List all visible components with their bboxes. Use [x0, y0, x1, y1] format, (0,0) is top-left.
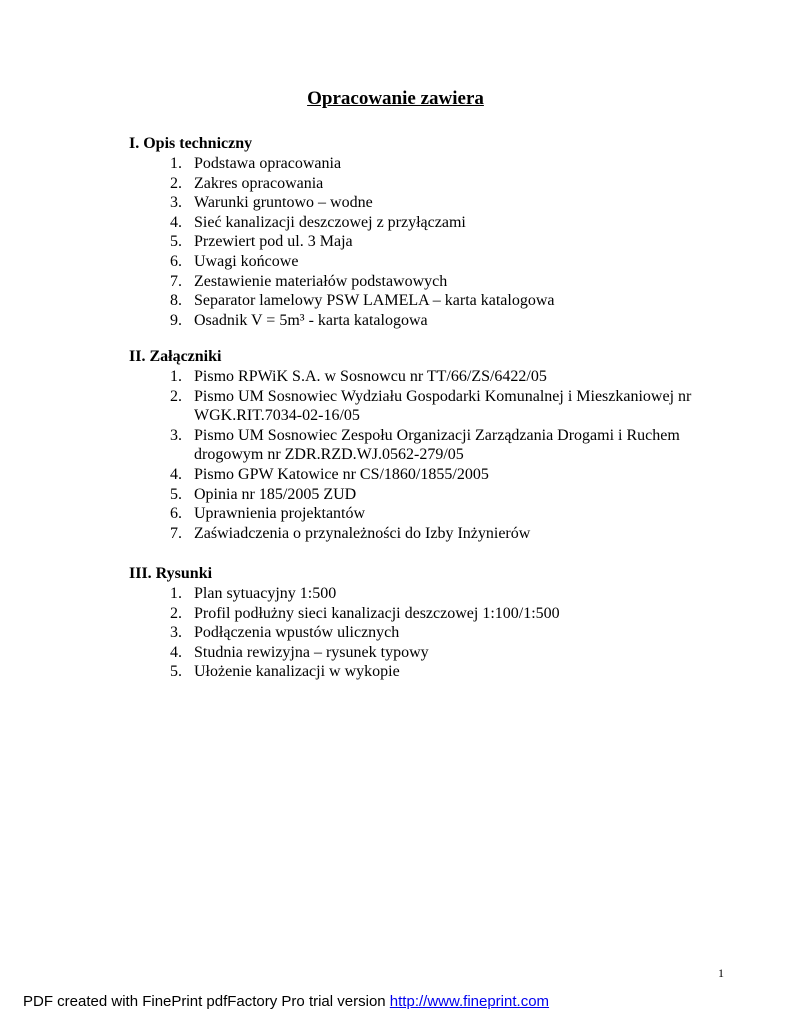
item-number: 1. — [170, 155, 182, 172]
item-text: Warunki gruntowo – wodne — [194, 194, 373, 212]
list-item — [129, 465, 729, 485]
document-title: Opracowanie zawiera — [307, 88, 484, 109]
item-number: 5. — [170, 485, 182, 503]
list-item — [129, 367, 729, 387]
item-text: Zakres opracowania — [194, 174, 324, 192]
footer-text: PDF created with FinePrint pdfFactory Pro trial version — [23, 993, 390, 1010]
item-text: Zaświadczenia o przynależności do Izby Inżynierów — [194, 524, 531, 542]
item-text: Pismo RPWiK S.A. w Sosnowcu nr TT/66/ZS/6422/05 — [194, 368, 547, 385]
section-rysunki — [129, 564, 729, 682]
item-text: Osadnik V = 5m³ - karta katalogowa — [194, 311, 428, 329]
item-text: Podstawa opracowania — [194, 155, 342, 172]
list-item — [129, 662, 729, 682]
item-text: Pismo UM Sosnowiec Zespołu Organizacji Zarządzania Drogami i Ruchem drogowym nr ZDR.RZD.WJ.0562-279/05 — [194, 426, 680, 464]
list-item — [129, 387, 729, 426]
item-number: 7. — [170, 524, 182, 542]
item-text: Opinia nr 185/2005 ZUD — [194, 485, 357, 503]
list-item — [129, 604, 729, 624]
section-heading: II. Załączniki — [129, 348, 222, 365]
section-heading: III. Rysunki — [129, 565, 213, 582]
item-text: Przewiert pod ul. 3 Maja — [194, 233, 353, 251]
footer-link[interactable]: http://www.fineprint.com — [389, 993, 550, 1010]
item-number: 4. — [170, 643, 182, 661]
item-number: 3. — [170, 194, 182, 212]
item-text: Pismo GPW Katowice nr CS/1860/1855/2005 — [194, 465, 489, 483]
list-item — [129, 504, 729, 524]
item-number: 2. — [170, 174, 182, 192]
item-text: Uprawnienia projektantów — [194, 505, 366, 523]
item-number: 5. — [170, 233, 182, 251]
item-text: Studnia rewizyjna – rysunek typowy — [194, 643, 429, 661]
item-text: Sieć kanalizacji deszczowej z przyłączami — [194, 213, 466, 231]
section-zalaczniki — [129, 347, 729, 543]
list-item — [129, 485, 729, 505]
list-item — [129, 623, 729, 643]
item-text: Profil podłużny sieci kanalizacji deszczowej 1:100/1:500 — [194, 604, 560, 622]
item-text: Plan sytuacyjny 1:500 — [194, 585, 337, 602]
item-number: 4. — [170, 465, 182, 483]
section-list — [129, 154, 729, 330]
item-text: Separator lamelowy PSW LAMELA – karta katalogowa — [194, 292, 555, 310]
list-item — [129, 174, 729, 194]
list-item — [129, 232, 729, 252]
item-number: 6. — [170, 505, 182, 523]
list-item — [129, 524, 729, 544]
list-item — [129, 584, 729, 604]
item-number: 1. — [170, 585, 182, 602]
item-text: Ułożenie kanalizacji w wykopie — [194, 663, 400, 681]
item-number: 3. — [170, 426, 182, 444]
list-item — [129, 311, 729, 331]
list-item — [129, 252, 729, 272]
item-number: 2. — [170, 604, 182, 622]
pdf-footer — [23, 993, 549, 1010]
item-number: 9. — [170, 311, 182, 329]
item-number: 5. — [170, 663, 182, 681]
page-number: 1 — [718, 966, 724, 980]
item-number: 1. — [170, 368, 182, 385]
list-item — [129, 426, 729, 465]
item-number: 7. — [170, 272, 182, 290]
list-item — [129, 213, 729, 233]
item-number: 6. — [170, 252, 182, 270]
item-text: Zestawienie materiałów podstawowych — [194, 272, 448, 290]
item-text: Pismo UM Sosnowiec Wydziału Gospodarki Komunalnej i Mieszkaniowej nr WGK.RIT.7034-02-16/05 — [194, 387, 692, 425]
section-heading: I. Opis techniczny — [129, 135, 253, 152]
list-item — [129, 272, 729, 292]
item-text: Podłączenia wpustów ulicznych — [194, 624, 400, 642]
item-text: Uwagi końcowe — [194, 252, 299, 270]
item-number: 3. — [170, 624, 182, 642]
section-list — [129, 584, 729, 682]
list-item — [129, 643, 729, 663]
list-item — [129, 193, 729, 213]
list-item — [129, 154, 729, 174]
item-number: 8. — [170, 292, 182, 310]
item-number: 2. — [170, 387, 182, 405]
section-opis-techniczny — [129, 134, 729, 330]
section-list — [129, 367, 729, 543]
list-item — [129, 291, 729, 311]
item-number: 4. — [170, 213, 182, 231]
